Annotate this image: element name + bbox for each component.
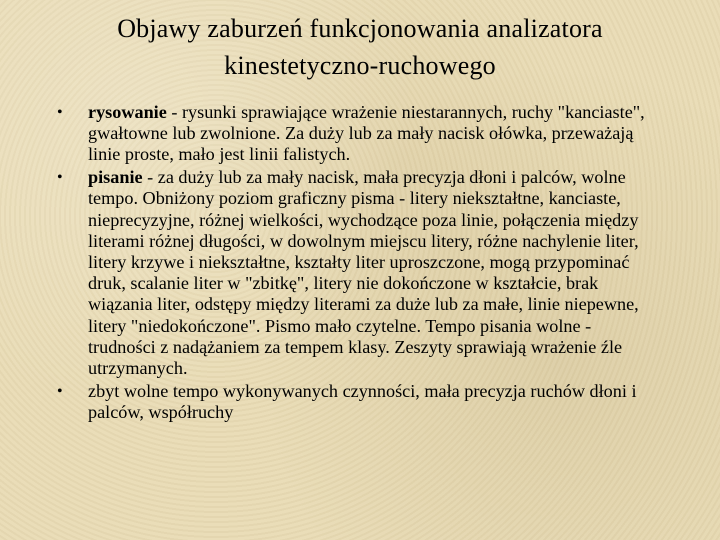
bullet-list — [57, 102, 657, 425]
bullet-marker: • — [57, 169, 63, 187]
slide-title: Objawy zaburzeń funkcjonowania analizatora kinestetyczno-ruchowego — [117, 14, 603, 80]
bullet-term-writing: pisanie — [88, 167, 143, 188]
bullet-text-tempo: zbyt wolne tempo wykonywanych czynności, mała precyzja ruchów dłoni i palców, współruchy — [88, 380, 637, 422]
bullet-term-drawing: rysowanie — [88, 102, 167, 122]
bullet-text-drawing: - rysunki sprawiające wrażenie niestarannych, ruchy "kanciaste", gwałtowne lub zwolnione. Za duży lub za mały nacisk ołówka, przeważają linie proste, mało jest linii falistych. — [88, 102, 645, 165]
bullet-item-tempo — [57, 381, 657, 423]
bullet-marker: • — [57, 104, 63, 121]
bullet-item-drawing — [57, 102, 657, 166]
bullet-marker: • — [57, 382, 63, 400]
bullet-item-writing — [57, 167, 657, 379]
bullet-text-writing: - za duży lub za mały nacisk, mała precyzja dłoni i palców, wolne tempo. Obniżony poziom graficzny pisma - litery niekształtne, kanciaste, nieprecyzyjne, różnej wielkości, wychodzące poza linie, połączenia między literami różnej długości, w dowolnym miejscu litery, różne nachylenie liter, litery krzywe i niekształtne, kształty liter uproszczone, mogą przypominać druk, scalanie liter w "zbitkę", litery nie dokończone w kształcie, brak wiązania liter, odstępy między literami za duże lub za małe, linie niepewne, litery "niedokończone". Pismo mało czytelne. Tempo pisania wolne - trudności z nadążaniem za tempem klasy. Zeszyty sprawiają wrażenie źle utrzymanych. — [88, 167, 639, 378]
